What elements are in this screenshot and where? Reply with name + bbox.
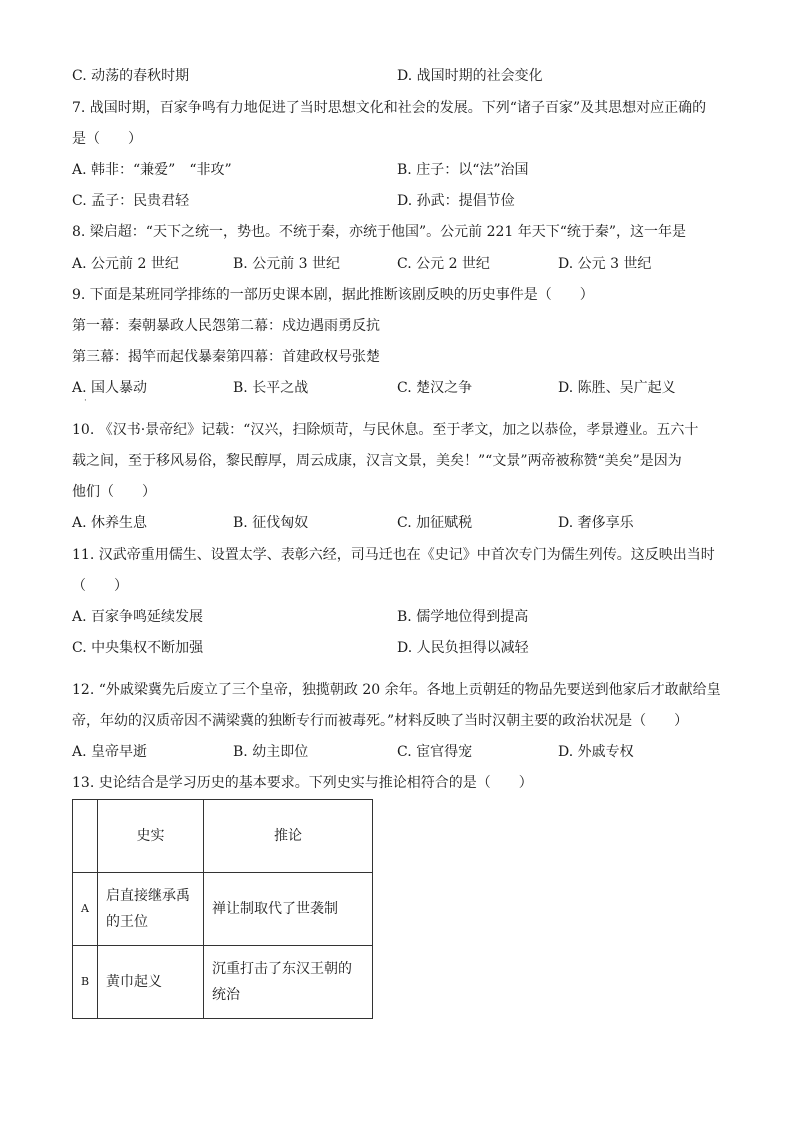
- q8-option-c: C. 公元 2 世纪: [397, 256, 490, 272]
- table-row: [73, 873, 373, 946]
- table-row-key: A: [73, 873, 98, 946]
- q11-option-b: B. 儒学地位得到提高: [397, 609, 529, 625]
- q7-stem-line1: 7. 战国时期，百家争鸣有力地促进了当时思想文化和社会的发展。下列“诸子百家”及其思想对应正确的: [72, 100, 707, 116]
- q13-table: [72, 799, 373, 1019]
- q12-option-d: D. 外戚专权: [558, 744, 634, 760]
- q9-option-a: A. 国人暴动: [72, 380, 148, 396]
- table-cell-inference: [204, 946, 373, 1019]
- q10-option-a: A. 休养生息: [72, 515, 148, 531]
- table-header-key: [73, 800, 98, 873]
- table-header-row: [73, 800, 373, 873]
- fact-line: 黄巾起义: [106, 974, 162, 990]
- fact-line: 启直接继承禹: [106, 888, 190, 904]
- q10-stem-line2: 载之间，至于移风易俗，黎民醇厚，周云成康，汉言文景，美矣！”“文景”两帝被称赞“美矣”是因为: [72, 453, 682, 469]
- q8-option-a: A. 公元前 2 世纪: [72, 256, 179, 272]
- q12-option-b: B. 幼主即位: [233, 744, 309, 760]
- inference-line: 沉重打击了东汉王朝的: [212, 961, 352, 977]
- q8-option-d: D. 公元 3 世纪: [558, 256, 652, 272]
- inference-line: 统治: [212, 987, 240, 1003]
- q11-option-c: C. 中央集权不断加强: [72, 640, 204, 656]
- q9-scene-line2: 第三幕：揭竿而起伐暴秦第四幕：首建政权号张楚: [72, 349, 380, 365]
- table-header-inference: 推论: [204, 800, 373, 873]
- q9-option-d: D. 陈胜、吴广起义: [558, 380, 676, 396]
- q11-option-d: D. 人民负担得以减轻: [397, 640, 529, 656]
- q10-stem-line3: 他们（ ）: [72, 484, 156, 500]
- q6-option-d: D. 战国时期的社会变化: [397, 68, 543, 84]
- q12-stem-line1: 12. “外戚梁冀先后废立了三个皇帝，独揽朝政 20 余年。各地上贡朝廷的物品先要送到他家后才敢献给皇: [72, 682, 721, 698]
- q7-option-d: D. 孙武：提倡节俭: [397, 193, 515, 209]
- q11-stem-line2: （ ）: [72, 578, 128, 594]
- q12-option-c: C. 宦官得宠: [397, 744, 473, 760]
- q10-option-c: C. 加征赋税: [397, 515, 473, 531]
- q9-option-c: C. 楚汉之争: [397, 380, 473, 396]
- q6-option-c: C. 动荡的春秋时期: [72, 68, 190, 84]
- table-row-key: B: [73, 946, 98, 1019]
- q12-stem-line2: 帝，年幼的汉质帝因不满梁冀的独断专行而被毒死。”材料反映了当时汉朝主要的政治状况是（ ）: [72, 713, 689, 729]
- q8-stem: 8. 梁启超：“天下之统一，势也。不统于秦，亦统于他国”。公元前 221 年天下“统于秦”，这一年是: [72, 224, 687, 240]
- q10-option-d: D. 奢侈享乐: [558, 515, 634, 531]
- inference-line: 禅让制取代了世袭制: [212, 901, 338, 917]
- q11-option-a: A. 百家争鸣延续发展: [72, 609, 204, 625]
- q7-option-b: B. 庄子：以“法”治国: [397, 162, 529, 178]
- table-row: [73, 946, 373, 1019]
- q8-option-b: B. 公元前 3 世纪: [233, 256, 340, 272]
- q12-option-a: A. 皇帝早逝: [72, 744, 148, 760]
- q7-stem-line2: 是（ ）: [72, 131, 142, 147]
- q10-option-b: B. 征伐匈奴: [233, 515, 309, 531]
- q9-option-b: B. 长平之战: [233, 380, 309, 396]
- q9-stem: 9. 下面是某班同学排练的一部历史课本剧，据此推断该剧反映的历史事件是（ ）: [72, 287, 594, 303]
- table-header-fact: 史实: [98, 800, 204, 873]
- q9-scene-line1: 第一幕：秦朝暴政人民怨第二幕：戍边遇雨勇反抗: [72, 318, 380, 334]
- stray-dot-mark: ·: [84, 396, 87, 406]
- q7-option-c: C. 孟子：民贵君轻: [72, 193, 190, 209]
- table-cell-fact: [98, 946, 204, 1019]
- q13-stem: 13. 史论结合是学习历史的基本要求。下列史实与推论相符合的是（ ）: [72, 775, 533, 791]
- q11-stem-line1: 11. 汉武帝重用儒生、设置太学、表彰六经，司马迁也在《史记》中首次专门为儒生列传。这反映出当时: [72, 547, 715, 563]
- fact-line: 的王位: [106, 914, 148, 930]
- q10-stem-line1: 10. 《汉书·景帝纪》记载：“汉兴，扫除烦苛，与民休息。至于孝文，加之以恭俭，孝景遵业。五六十: [72, 422, 699, 438]
- table-cell-inference: [204, 873, 373, 946]
- table-cell-fact: [98, 873, 204, 946]
- q7-option-a: A. 韩非：“兼爱” “非攻”: [72, 162, 232, 178]
